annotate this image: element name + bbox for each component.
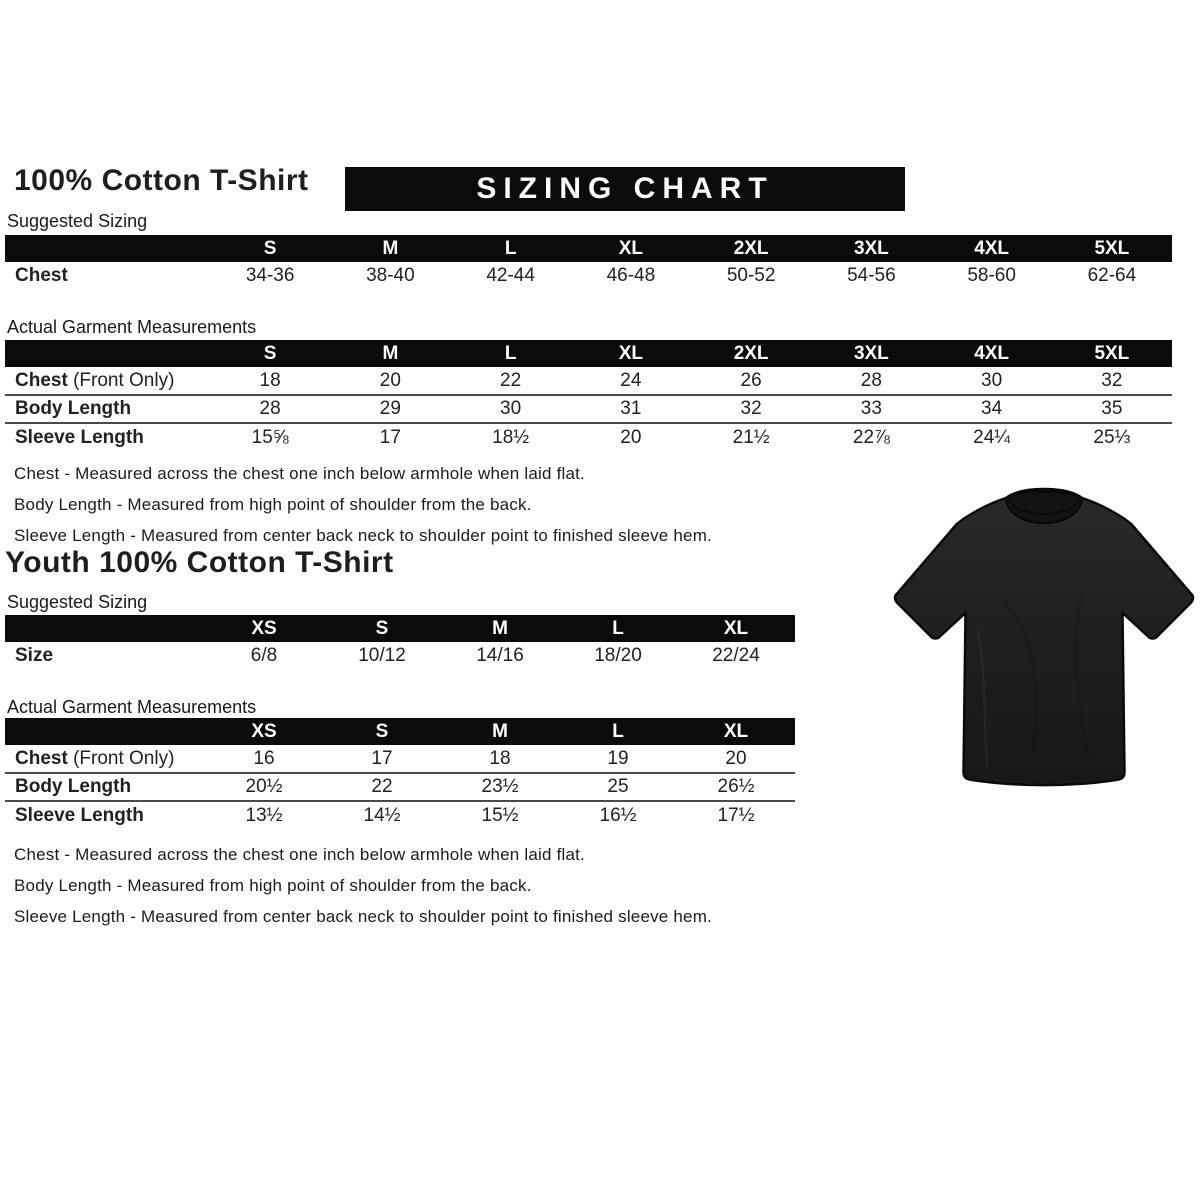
- size-column-header: L: [559, 615, 677, 642]
- size-column-header: 5XL: [1052, 340, 1172, 367]
- size-value-cell: 62-64: [1087, 265, 1137, 286]
- size-value-cell: 34: [932, 395, 1052, 423]
- row-label-cell: [5, 773, 205, 801]
- size-column-header: 3XL: [811, 235, 931, 262]
- size-value-cell: 42-44: [486, 265, 535, 286]
- size-column-header: XL: [677, 718, 795, 745]
- size-value-cell: 50-52: [726, 265, 776, 286]
- size-value-cell: 29: [330, 395, 450, 423]
- size-value-cell: 35: [1052, 395, 1172, 423]
- size-value-cell: 18½: [451, 423, 571, 451]
- size-value-cell: 24: [620, 369, 642, 391]
- size-value-cell: 10/12: [358, 645, 406, 666]
- size-column-header: S: [210, 235, 330, 262]
- row-label-cell: [5, 262, 210, 290]
- adult-suggested-sizing-label: Suggested Sizing: [7, 211, 148, 231]
- size-value-cell: 34-36: [245, 265, 295, 286]
- size-column-header: 4XL: [932, 340, 1052, 367]
- size-value-cell: 19: [607, 747, 629, 769]
- note-line: Sleeve Length - Measured from center back neck to shoulder point to finished sleeve hem.: [14, 526, 712, 545]
- size-column-header: S: [323, 718, 441, 745]
- size-column-header: XL: [571, 235, 691, 262]
- size-column-header: 5XL: [1052, 235, 1172, 262]
- size-value-cell: 16: [253, 747, 275, 769]
- size-value-cell: 14½: [323, 801, 441, 829]
- row-label-cell: [5, 745, 205, 773]
- adult-measurement-notes: [14, 464, 834, 557]
- row-label: Size: [15, 645, 54, 666]
- header-corner-cell: [5, 235, 210, 262]
- size-column-header: L: [451, 235, 571, 262]
- size-column-header: M: [441, 718, 559, 745]
- note-line: Chest - Measured across the chest one inch below armhole when laid flat.: [14, 845, 585, 864]
- size-value-cell: 30: [981, 369, 1003, 391]
- tshirt-illustration: [892, 480, 1196, 812]
- row-label: Sleeve Length: [15, 804, 144, 826]
- size-value-cell: 22: [323, 773, 441, 801]
- measurement-row: [5, 801, 795, 829]
- size-value-cell: 20: [379, 369, 401, 391]
- youth-page-title: Youth 100% Cotton T-Shirt: [5, 546, 394, 579]
- size-value-cell: 23½: [441, 773, 559, 801]
- size-column-header: 4XL: [932, 235, 1052, 262]
- adult-actual-measurements-table: [5, 340, 1172, 451]
- row-label-suffix: (Front Only): [67, 369, 175, 391]
- size-column-header: XS: [205, 615, 323, 642]
- size-column-header: XL: [571, 340, 691, 367]
- size-value-cell: 17: [371, 747, 393, 769]
- row-label: Chest: [15, 369, 68, 391]
- row-label-cell: [5, 395, 210, 423]
- size-value-cell: 26½: [677, 773, 795, 801]
- size-value-cell: 20: [725, 747, 747, 769]
- size-column-header: XS: [205, 718, 323, 745]
- size-column-header: 2XL: [691, 235, 811, 262]
- size-value-cell: 17½: [677, 801, 795, 829]
- size-header-row: [5, 615, 795, 642]
- size-value-cell: 16½: [559, 801, 677, 829]
- youth-suggested-sizing-label: Suggested Sizing: [7, 592, 148, 612]
- size-value-cell: 54-56: [847, 265, 896, 286]
- size-column-header: S: [210, 340, 330, 367]
- size-header-row: [5, 718, 795, 745]
- row-label-cell: [5, 801, 205, 829]
- size-value-cell: 33: [811, 395, 931, 423]
- header-corner-cell: [5, 615, 205, 642]
- size-value-cell: 25: [559, 773, 677, 801]
- header-corner-cell: [5, 718, 205, 745]
- size-column-header: L: [559, 718, 677, 745]
- adult-suggested-sizing-table: [5, 235, 1172, 290]
- row-label-suffix: (Front Only): [67, 747, 175, 769]
- measurement-row: [5, 423, 1172, 451]
- size-column-header: S: [323, 615, 441, 642]
- row-label: Body Length: [15, 776, 132, 797]
- size-value-cell: 26: [740, 369, 762, 391]
- youth-measurement-notes: [14, 845, 834, 938]
- sizing-chart-banner: SIZING CHART: [345, 167, 905, 211]
- tshirt-body: [895, 489, 1193, 785]
- size-column-header: XL: [677, 615, 795, 642]
- size-column-header: M: [330, 235, 450, 262]
- row-label: Chest: [15, 747, 68, 769]
- page-title: 100% Cotton T-Shirt: [14, 164, 309, 197]
- note-line: Body Length - Measured from high point of shoulder from the back.: [14, 876, 532, 895]
- size-value-cell: 20: [571, 423, 691, 451]
- note-line: Chest - Measured across the chest one inch below armhole when laid flat.: [14, 464, 585, 483]
- size-value-cell: 32: [1101, 369, 1123, 391]
- size-value-cell: 28: [210, 395, 330, 423]
- adult-actual-measurements-label: Actual Garment Measurements: [7, 317, 257, 337]
- size-column-header: M: [330, 340, 450, 367]
- tshirt-image: [892, 480, 1196, 812]
- size-value-cell: 28: [860, 369, 882, 391]
- measurement-row: [5, 395, 1172, 423]
- size-header-row: [5, 235, 1172, 262]
- size-value-cell: 15½: [441, 801, 559, 829]
- size-value-cell: 15⅝: [210, 423, 330, 451]
- measurement-row: [5, 745, 795, 773]
- note-line: Sleeve Length - Measured from center back neck to shoulder point to finished sleeve hem.: [14, 907, 712, 926]
- youth-actual-measurements-label: Actual Garment Measurements: [7, 697, 257, 717]
- youth-actual-measurements-table: [5, 718, 795, 829]
- size-column-header: 3XL: [811, 340, 931, 367]
- measurement-row: [5, 642, 795, 670]
- size-value-cell: 18: [259, 369, 281, 391]
- size-value-cell: 18: [489, 747, 511, 769]
- size-value-cell: 58-60: [967, 265, 1016, 286]
- size-value-cell: 38-40: [366, 265, 415, 286]
- size-value-cell: 20½: [205, 773, 323, 801]
- header-corner-cell: [5, 340, 210, 367]
- size-value-cell: 46-48: [606, 265, 656, 286]
- row-label: Chest: [15, 265, 68, 286]
- size-value-cell: 24¼: [932, 423, 1052, 451]
- measurement-row: [5, 773, 795, 801]
- row-label-cell: [5, 423, 210, 451]
- size-value-cell: 22⅞: [811, 423, 931, 451]
- size-column-header: L: [451, 340, 571, 367]
- size-value-cell: 22/24: [712, 645, 760, 666]
- size-value-cell: 31: [571, 395, 691, 423]
- size-value-cell: 6/8: [250, 645, 278, 666]
- row-label: Sleeve Length: [15, 426, 144, 448]
- size-value-cell: 21½: [691, 423, 811, 451]
- size-value-cell: 30: [451, 395, 571, 423]
- size-value-cell: 18/20: [594, 645, 642, 666]
- size-column-header: M: [441, 615, 559, 642]
- size-value-cell: 13½: [205, 801, 323, 829]
- size-value-cell: 14/16: [476, 645, 524, 666]
- row-label-cell: [5, 367, 210, 395]
- youth-suggested-sizing-table: [5, 615, 795, 670]
- size-column-header: 2XL: [691, 340, 811, 367]
- size-value-cell: 32: [691, 395, 811, 423]
- size-value-cell: 22: [500, 369, 522, 391]
- row-label: Body Length: [15, 398, 132, 419]
- note-line: Body Length - Measured from high point of shoulder from the back.: [14, 495, 532, 514]
- measurement-row: [5, 262, 1172, 290]
- size-header-row: [5, 340, 1172, 367]
- measurement-row: [5, 367, 1172, 395]
- size-value-cell: 25⅓: [1052, 423, 1172, 451]
- size-value-cell: 17: [330, 423, 450, 451]
- row-label-cell: [5, 642, 205, 670]
